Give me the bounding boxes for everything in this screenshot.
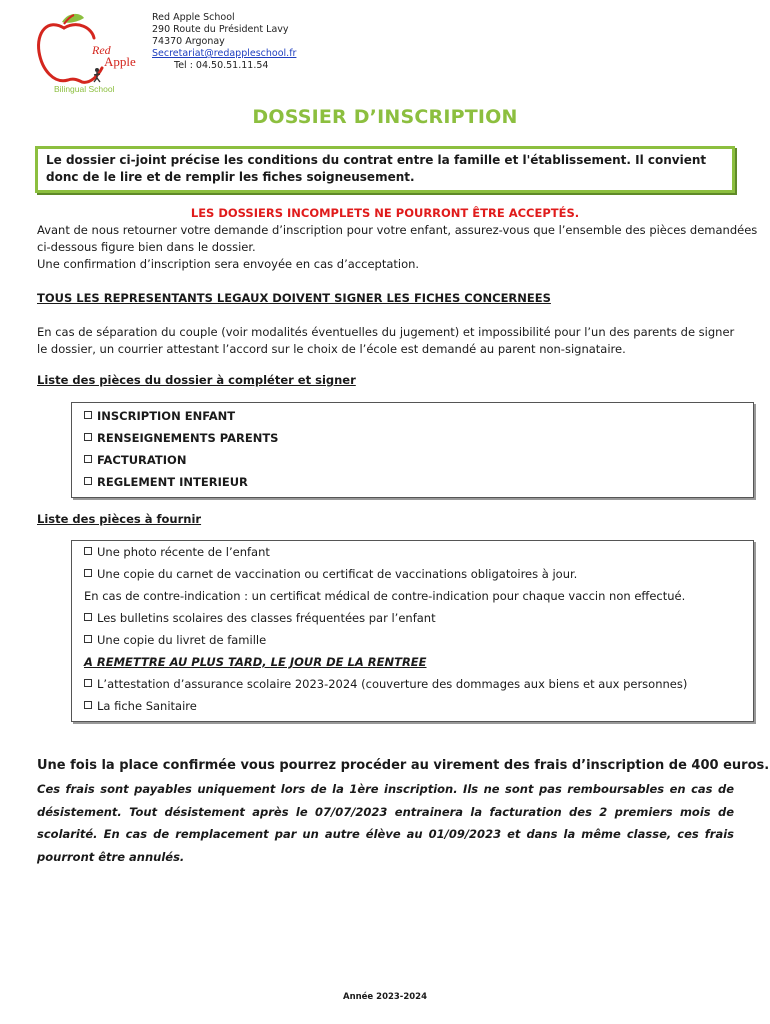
separation-paragraph: En cas de séparation du couple (voir modalités éventuelles du jugement) et impossibilité pour l’un des parents de signer le dossier, un courrier attestant l’accord sur le choix de l’école est demandé au parent non-signataire. xyxy=(37,325,735,356)
checklist-item: RENSEIGNEMENTS PARENTS xyxy=(84,427,753,449)
fees-paragraph: Ces frais sont payables uniquement lors de la 1ère inscription. Ils ne sont pas remboursables en cas de désistement. Tout désistement après le 07/07/2023 entrainera la facturation des 2 premiers mois de scolarité. En cas de remplacement par un autre élève au 01/09/2023 et dans la même classe, ces frais pourront être annulés. xyxy=(37,782,734,864)
deadline-note: A REMETTRE AU PLUS TARD, LE JOUR DE LA RENTREE xyxy=(84,655,427,669)
svg-text:Red: Red xyxy=(92,43,111,57)
checklist-item: La fiche Sanitaire xyxy=(84,695,753,717)
provide-list-heading: Liste des pièces à fournir xyxy=(37,512,202,526)
footer-year: Année 2023-2024 xyxy=(342,992,427,1002)
checklist-item: REGLEMENT INTERIEUR xyxy=(84,471,753,493)
checklist-item: Les bulletins scolaires des classes fréquentées par l’enfant xyxy=(84,607,753,629)
svg-text:Bilingual School: Bilingual School xyxy=(54,84,115,94)
checkbox-icon[interactable] xyxy=(84,455,92,463)
address-line-2: 74370 Argonay xyxy=(152,36,225,47)
page-title: DOSSIER D’INSCRIPTION xyxy=(252,106,518,128)
instructions-line: Une confirmation d’inscription sera envoyée en cas d’acceptation. xyxy=(37,257,420,271)
legal-representatives-heading: TOUS LES REPRESENTANTS LEGAUX DOIVENT SIGNER LES FICHES CONCERNEES xyxy=(37,291,551,305)
fees-heading: Une fois la place confirmée vous pourrez procéder au virement des frais d’inscription de 400 euros. xyxy=(37,758,770,773)
sign-list-heading: Liste des pièces du dossier à compléter et signer xyxy=(37,373,356,387)
phone-number: Tel : 04.50.51.11.54 xyxy=(174,60,269,71)
instructions-line: ci-dessous figure bien dans le dossier. xyxy=(37,240,256,254)
apple-logo-icon xyxy=(34,8,146,98)
intro-box: Le dossier ci-joint précise les conditions du contrat entre la famille et l'établissement. Il convient donc de le lire et de remplir les fiches soigneusement. xyxy=(35,146,735,193)
checkbox-icon[interactable] xyxy=(84,569,92,577)
checkbox-icon[interactable] xyxy=(84,635,92,643)
checklist-item: L’attestation d’assurance scolaire 2023-2024 (couverture des dommages aux biens et aux personnes) xyxy=(84,673,753,695)
checklist-item: FACTURATION xyxy=(84,449,753,471)
checkbox-icon[interactable] xyxy=(84,547,92,555)
incomplete-warning: LES DOSSIERS INCOMPLETS NE POURRONT ÊTRE ACCEPTÉS. xyxy=(190,206,580,220)
checklist-item: INSCRIPTION ENFANT xyxy=(84,405,753,427)
checklist-item: Une copie du livret de famille xyxy=(84,629,753,651)
sign-list-box xyxy=(71,402,754,498)
checkbox-icon[interactable] xyxy=(84,411,92,419)
checkbox-icon[interactable] xyxy=(84,613,92,621)
provide-list-box xyxy=(71,540,754,722)
checkbox-icon[interactable] xyxy=(84,701,92,709)
email-link[interactable]: Secretariat@redappleschool.fr xyxy=(152,48,297,59)
instructions-paragraph xyxy=(37,222,758,273)
instructions-line: Avant de nous retourner votre demande d’inscription pour votre enfant, assurez-vous que l’ensemble des pièces demandées xyxy=(37,223,758,237)
address-line-1: 290 Route du Président Lavy xyxy=(152,24,289,35)
school-address xyxy=(152,12,296,72)
checkbox-icon[interactable] xyxy=(84,679,92,687)
checklist-item: Une photo récente de l’enfant xyxy=(84,541,753,563)
svg-text:Apple: Apple xyxy=(104,54,136,69)
checkbox-icon[interactable] xyxy=(84,433,92,441)
contraindication-note: En cas de contre-indication : un certificat médical de contre-indication pour chaque vaccin non effectué. xyxy=(84,589,686,603)
school-name: Red Apple School xyxy=(152,12,235,23)
checklist-item: Une copie du carnet de vaccination ou certificat de vaccinations obligatoires à jour. xyxy=(84,563,753,585)
checkbox-icon[interactable] xyxy=(84,477,92,485)
school-logo xyxy=(34,8,146,98)
